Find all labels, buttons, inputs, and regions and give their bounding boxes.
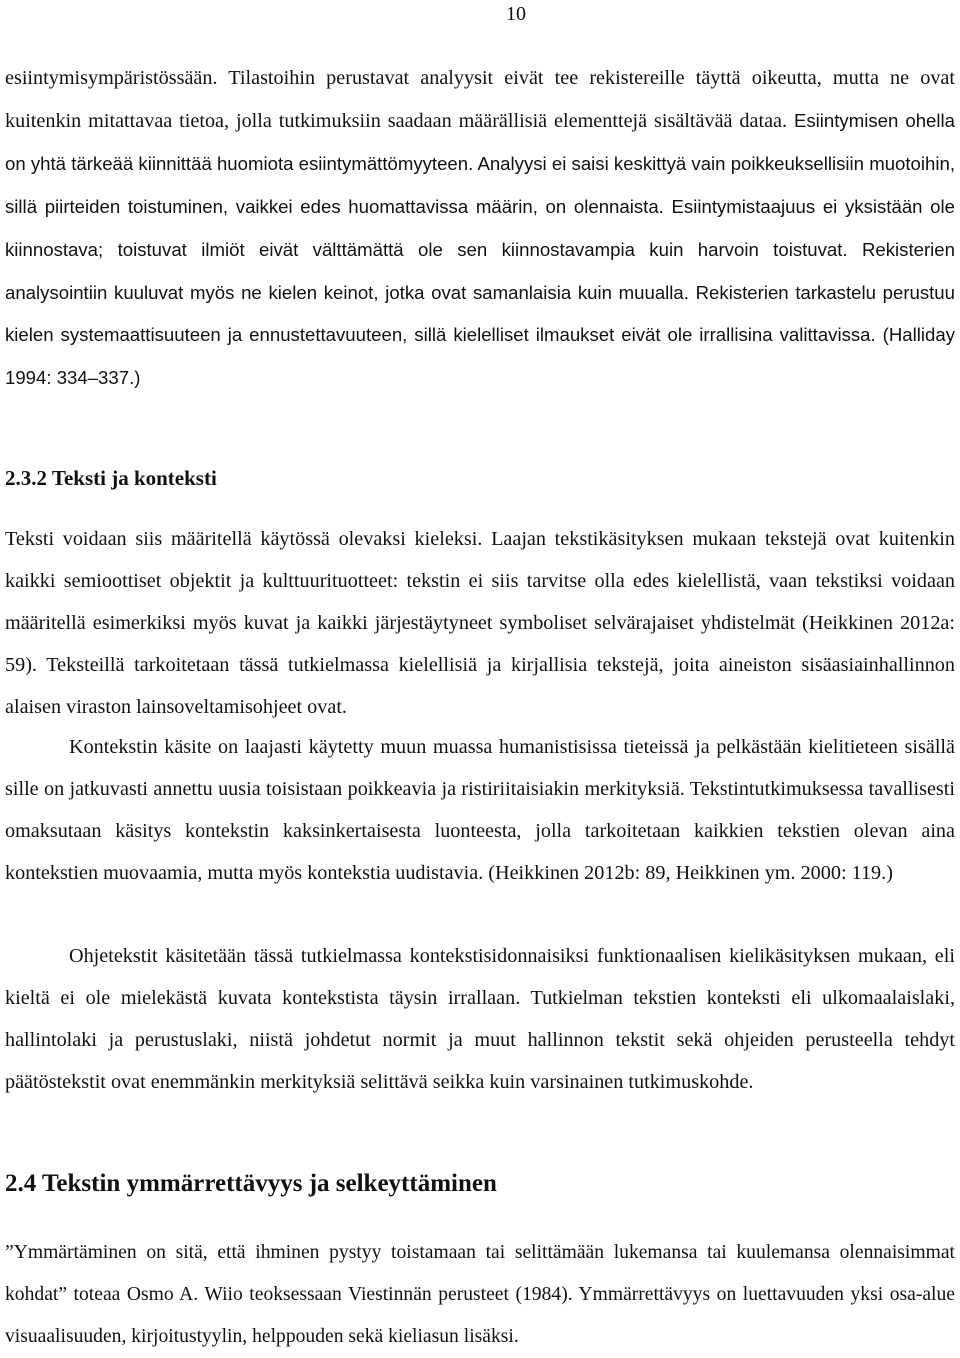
body-paragraph-3: Ohjetekstit käsitetään tässä tutkielmassa kontekstisidonnaisiksi funktionaalisen kielikäsityksen mukaan, eli kieltä ei ole mielekästä kuvata kontekstista täysin irrallaan. Tutkielman tekstien konteksti eli ulkomaalaislaki, hallintolaki ja perustuslaki, niistä johdetut normit ja muut hallinnon tekstit sekä ohjeiden perusteella tehdyt päätöstekstit ovat enemmänkin merkityksiä selittävä seikka kuin varsinainen tutkimuskohde. [5, 945, 955, 1093]
section-heading-2-3-2: 2.3.2 Teksti ja konteksti [5, 466, 217, 490]
body-paragraph-2: Kontekstin käsite on laajasti käytetty muun muassa humanistisissa tieteissä ja pelkästään kielitieteen sisällä sille on jatkuvasti annettu uusia toisistaan poikkeavia ja ristiriitaisiakin merkityksiä. Tekstintutkimuksessa tavallisesti omaksutaan käsitys kontekstin kaksinkertaisesta luonteesta, jolla tarkoitetaan kaikkien tekstien olevan aina kontekstien muovaamia, mutta myös kontekstia uudistavia. (Heikkinen 2012b: 89, Heikkinen ym. 2000: 119.) [5, 736, 955, 884]
body-paragraph-1: Teksti voidaan siis määritellä käytössä olevaksi kieleksi. Laajan tekstikäsityksen mukaan tekstejä ovat kuitenkin kaikki semioottiset objektit ja kulttuurituotteet: tekstin ei siis tarvitse olla edes kielellistä, vaan tekstiksi voidaan määritellä esimerkiksi myös kuvat ja kaikki järjestäytyneet symboliset selvärajaiset yhdistelmät (Heikkinen 2012a: 59). Teksteillä tarkoitetaan tässä tutkielmassa kielellisiä ja kirjallisia tekstejä, joita aineiston sisäasiainhallinnon alaisen viraston lainsoveltamisohjeet ovat. [5, 528, 955, 718]
quote-paragraph: ”Ymmärtäminen on sitä, että ihminen pystyy toistamaan tai selittämään lukemansa tai kuulemansa olennaisimmat kohdat” toteaa Osmo A. Wiio teoksessaan Viestinnän perusteet (1984). Ymmärrettävyys on luettavuuden yksi osa-alue visuaalisuuden, kirjoitustyylin, helppouden sekä kieliasun lisäksi. [5, 1242, 955, 1347]
intro-text-serif: esiintymisympäristössään. Tilastoihin perustavat analyysit eivät tee rekistereille täyttä oikeutta, mutta ne ovat kuitenkin mitattavaa tietoa, jolla tutkimuksiin saadaan määrällisiä elementtejä sisältävää dataa. [5, 67, 955, 132]
intro-text-sans: Esiintymisen ohella on yhtä tärkeää kiinnittää huomiota esiintymättömyyteen. Analyysi ei saisi keskittyä vain poikkeuksellisiin muotoihin, sillä piirteiden toistuminen, vaikkei edes huomattavissa määrin, on olennaista. Esiintymistaajuus ei yksistään ole kiinnostava; toistuvat ilmiöt eivät välttämättä ole sen kiinnostavampia kuin harvoin toistuvat. Rekisterien analysointiin kuuluvat myös ne kielen keinot, jotka ovat samanlaisia kuin muualla. Rekisterien tarkastelu perustuu kielen systemaattisuuteen ja ennustettavuuteen, sillä kielelliset ilmaukset eivät ole irrallisina valittavissa. (Halliday 1994: 334–337.) [5, 109, 955, 389]
page-number: 10 [506, 3, 526, 25]
section-heading-2-4: 2.4 Tekstin ymmärrettävyys ja selkeyttäminen [5, 1170, 497, 1197]
intro-paragraph [5, 58, 955, 400]
